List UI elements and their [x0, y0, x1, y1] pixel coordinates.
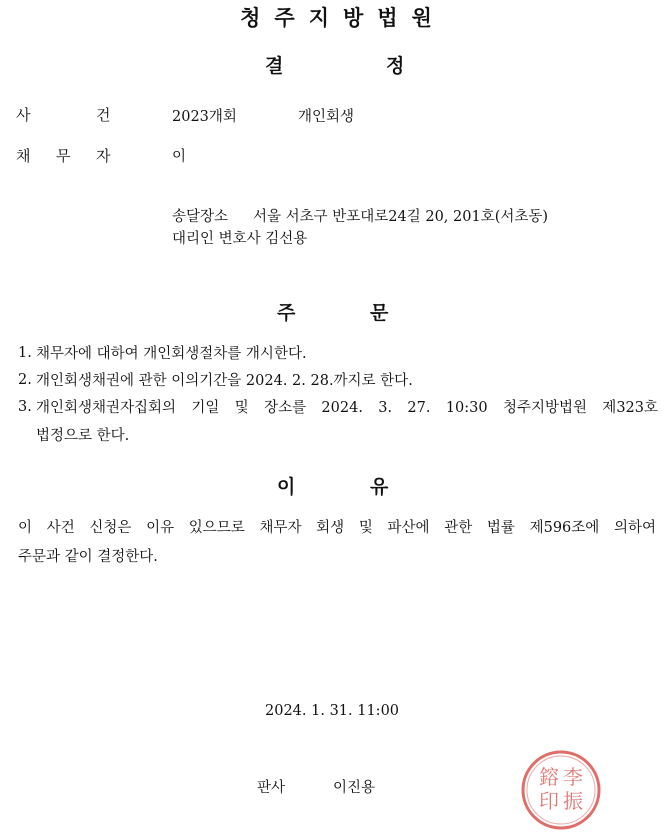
seal-char: 振 — [563, 789, 583, 813]
order-item-number: 1. — [18, 345, 32, 361]
order-item-number: 3. — [18, 399, 32, 415]
debtor-name: 이 — [172, 149, 187, 165]
debtor-label-char: 자 — [96, 147, 111, 165]
court-name: 청주지방법원 — [240, 6, 446, 30]
judge-label: 판사 — [257, 780, 286, 796]
judge-seal-stamp — [519, 748, 603, 832]
order-item — [18, 394, 658, 450]
decision-datetime: 2024. 1. 31. 11:00 — [265, 703, 400, 719]
order-item-number: 2. — [18, 372, 32, 388]
order-item-text: 채무자에 대하여 개인회생절차를 개시한다. — [36, 346, 307, 362]
doc-type-left: 결 — [265, 55, 284, 77]
seal-char: 鎔 — [539, 765, 559, 789]
case-label-char: 사 — [16, 106, 31, 124]
judge-name: 이진용 — [333, 780, 376, 796]
reason-heading-left: 이 — [277, 476, 296, 498]
case-number: 2023개회 — [172, 109, 237, 125]
seal-char: 李 — [563, 765, 583, 789]
debtor-label-char: 무 — [56, 147, 71, 165]
order-item-text-line2: 법정으로 한다. — [36, 428, 130, 444]
agent-line: 대리인 변호사 김선용 — [172, 231, 308, 247]
reason-text — [18, 514, 656, 572]
reason-heading-right: 유 — [370, 476, 389, 498]
order-item — [18, 340, 658, 368]
order-item-text-line1: 개인회생채권자집회의 기일 및 장소를 2024. 3. 27. 10:30 청주지방법원 제323호 — [36, 400, 658, 416]
debtor-label-char: 채 — [16, 147, 31, 165]
service-address: 서울 서초구 반포대로24길 20, 201호(서초동) — [253, 209, 549, 225]
seal-char: 印 — [539, 789, 559, 813]
case-label-char: 건 — [96, 106, 111, 124]
order-item-text: 개인회생채권에 관한 이의기간을 2024. 2. 28.까지로 한다. — [36, 373, 413, 389]
order-item — [18, 367, 658, 395]
reason-text-line2: 주문과 같이 결정한다. — [18, 549, 158, 565]
case-type: 개인회생 — [298, 109, 355, 125]
order-heading-right: 문 — [370, 302, 389, 324]
reason-text-line1: 이 사건 신청은 이유 있으므로 채무자 회생 및 파산에 관한 법률 제596조에 의하여 — [18, 520, 656, 536]
doc-type-right: 정 — [386, 55, 405, 77]
order-heading-left: 주 — [277, 302, 296, 324]
service-address-label: 송달장소 — [172, 209, 229, 225]
